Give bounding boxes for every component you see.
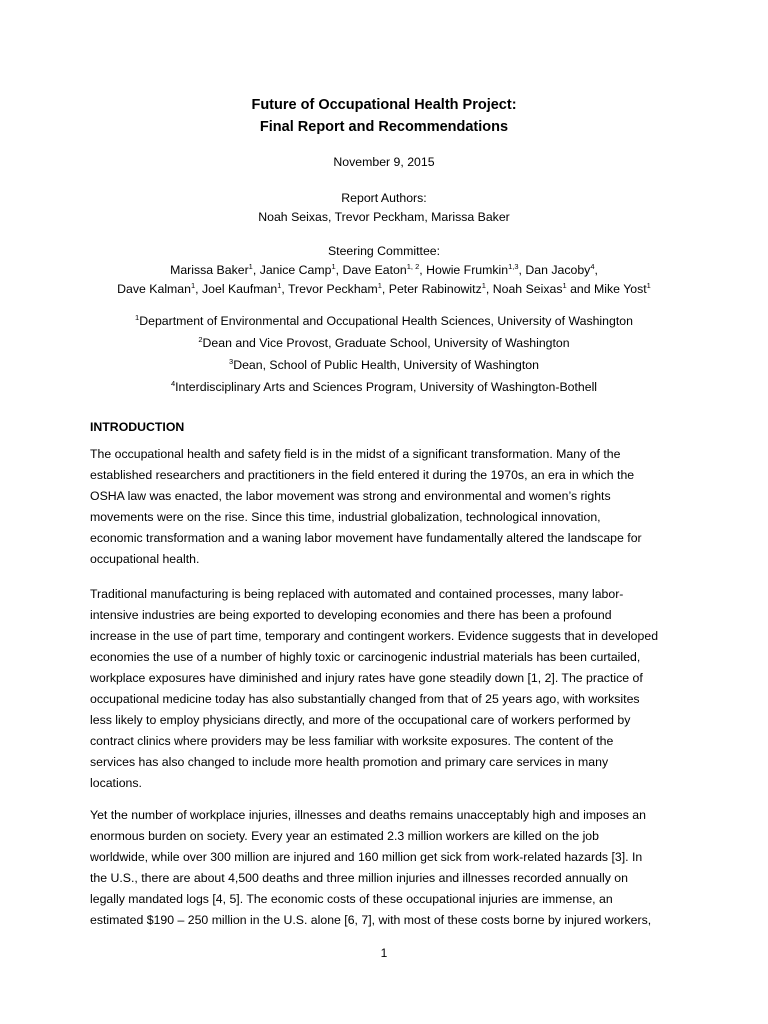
member-affiliation: 1 — [562, 280, 567, 290]
member-affiliation: 1 — [331, 261, 336, 271]
paragraph-line: the U.S., there are about 4,500 deaths and three million injuries and illnesses recorded annually on — [90, 871, 628, 885]
member-affiliation: 1 — [481, 280, 486, 290]
member-affiliation: 1 — [377, 280, 382, 290]
steering-committee-label: Steering Committee: — [327, 244, 441, 258]
paragraph-line: workplace exposures have diminished and injury rates have gone steadily down [1, 2]. The practice of — [90, 671, 643, 685]
member-affiliation: 1 — [277, 280, 282, 290]
affiliation-2: $^2$Dean and Vice Provost, Graduate School, University of Washington — [198, 334, 570, 350]
paragraph-line: increase in the use of part time, temporary and contingent workers. Evidence suggests that in developed — [90, 629, 659, 643]
paragraph-line: locations. — [90, 776, 142, 790]
paragraph-line: estimated $190 – 250 million in the U.S. alone [6, 7], with most of these costs borne by injured workers, — [90, 913, 652, 927]
paragraph-line: economies the use of a number of highly toxic or carcinogenic industrial materials has been curtailed, — [90, 650, 641, 664]
intro-paragraph-1 — [90, 444, 680, 570]
introduction-heading: INTRODUCTION — [90, 420, 185, 434]
paragraph-line: worldwide, while over 300 million are injured and 160 million get sick from work-related hazards [3]. In — [90, 850, 643, 864]
intro-paragraph-3 — [90, 805, 680, 931]
paragraph-line: contract clinics where providers may be less familiar with worksite exposures. The content of the — [90, 734, 614, 748]
page-number: 1 — [380, 946, 388, 960]
member-affiliation: 1,3 — [508, 261, 519, 271]
affiliation-1: $^1$Department of Environmental and Occupational Health Sciences, University of Washington — [135, 312, 633, 328]
paragraph-line: services has also changed to include more health promotion and primary care services in many — [90, 755, 609, 769]
paragraph-line: The occupational health and safety field is in the midst of a significant transformation. Many of the — [90, 447, 621, 461]
paragraph-line: intensive industries are being exported to developing economies and there has been a profound — [90, 608, 612, 622]
affiliation-3: $^3$Dean, School of Public Health, University of Washington — [229, 356, 539, 372]
paragraph-line: occupational medicine today has also substantially changed from that of 25 years ago, with worksites — [90, 692, 640, 706]
paragraph-line: OSHA law was enacted, the labor movement was strong and environmental and women’s rights — [90, 489, 611, 503]
member-affiliation: 4 — [590, 261, 595, 271]
report-authors-names: Noah Seixas, Trevor Peckham, Marissa Baker — [258, 210, 510, 224]
affiliation-4: $^4$Interdisciplinary Arts and Sciences Program, University of Washington-Bothell — [170, 378, 598, 394]
paragraph-line: less likely to employ physicians directly, and more of the occupational care of workers performed by — [90, 713, 631, 727]
paragraph-line: established researchers and practitioners in the field entered it during the 1970s, an era in which the — [90, 468, 635, 482]
title-line-1: Future of Occupational Health Project: — [251, 97, 517, 113]
member: Peter Rabinowitz — [388, 282, 482, 296]
paragraph-line: Traditional manufacturing is being replaced with automated and contained processes, many labor- — [90, 587, 624, 601]
paragraph-line: Yet the number of workplace injuries, illnesses and deaths remains unacceptably high and imposes an — [90, 808, 646, 822]
member: Trevor Peckham — [288, 282, 378, 296]
member-affiliation: 1 — [248, 261, 253, 271]
member: Marissa Baker — [170, 263, 249, 277]
member: Janice Camp — [259, 263, 332, 277]
member: Howie Frumkin — [426, 263, 509, 277]
paragraph-line: economic transformation and a waning labor movement have fundamentally altered the landscape for — [90, 531, 642, 545]
member: Mike Yost — [594, 282, 647, 296]
member: Dan Jacoby — [525, 263, 591, 277]
paragraph-line: movements were on the rise. Since this time, industrial globalization, technological innovation, — [90, 510, 601, 524]
paragraph-line: enormous burden on society. Every year an estimated 2.3 million workers are killed on the job — [90, 829, 599, 843]
member: Dave Eaton — [342, 263, 407, 277]
paragraph-line: occupational health. — [90, 552, 200, 566]
member: Joel Kaufman — [202, 282, 278, 296]
member-affiliation: 1 — [190, 280, 196, 290]
member: Noah Seixas — [492, 282, 563, 296]
steering-committee-row-2: Dave Kalman$^1$, Joel Kaufman$^1$, Trevor Peckham$^1$, Peter Rabinowitz$^1$, Noah Seixas$^1$ and Mike Yost$^1$ — [117, 280, 651, 296]
member-affiliation: 1, 2 — [406, 261, 420, 271]
member-affiliation: 1 — [646, 280, 651, 290]
steering-committee-row-1: Marissa Baker$^1$, Janice Camp$^1$, Dave Eaton$^{1, 2}$, Howie Frumkin$^{1,3}$, Dan Jacoby$^4$, — [170, 261, 598, 277]
and-word: and — [570, 282, 591, 296]
report-authors-label: Report Authors: — [341, 191, 427, 205]
paragraph-line: legally mandated logs [4, 5]. The economic costs of these occupational injuries are immense, an — [90, 892, 613, 906]
report-date: November 9, 2015 — [333, 155, 435, 169]
title-line-2: Final Report and Recommendations — [259, 119, 509, 135]
member: Dave Kalman — [117, 282, 191, 296]
intro-paragraph-2 — [90, 584, 680, 794]
